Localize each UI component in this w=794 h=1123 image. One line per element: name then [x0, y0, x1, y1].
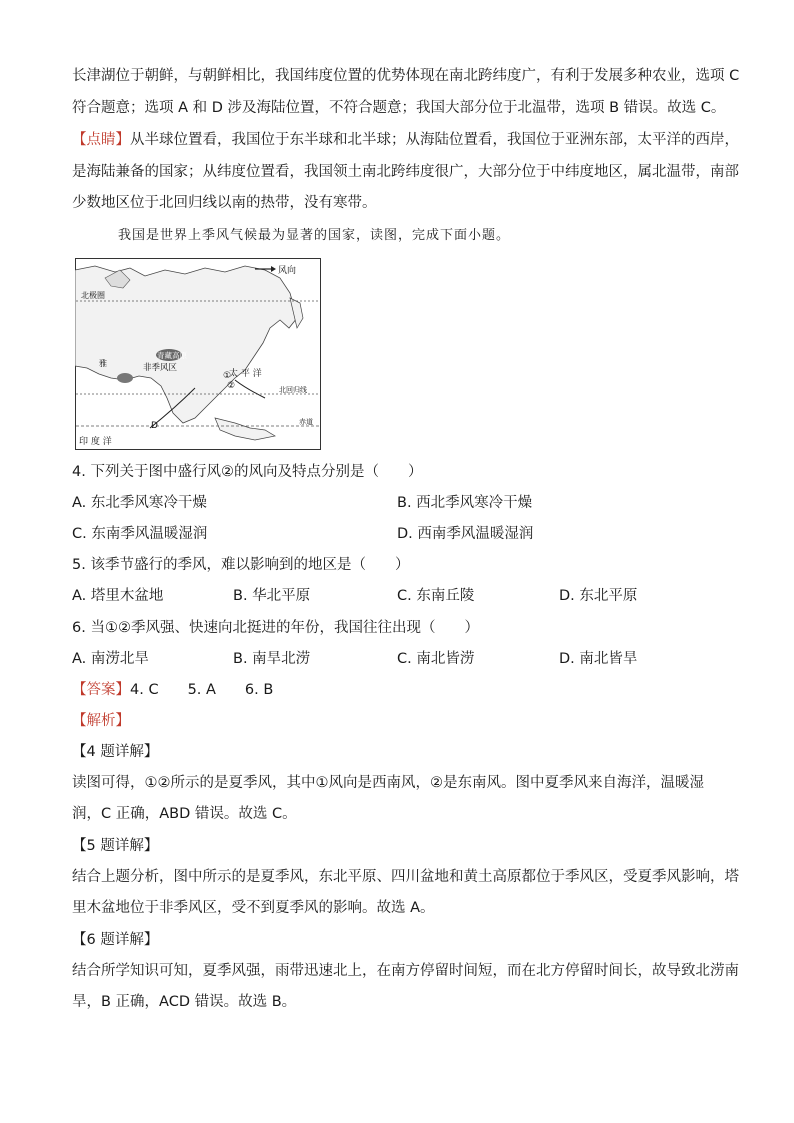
- detail-6-line-1: 结合所学知识可知，夏季风强，雨带迅速北上，在南方停留时间短，而在北方停留时间长，故导致北涝南: [72, 963, 739, 979]
- detail-5-line-1: 结合上题分析，图中所示的是夏季风，东北平原、四川盆地和黄土高原都位于季风区，受夏季风影响，塔: [72, 869, 739, 885]
- arctic-circle-label: 北极圈: [81, 291, 105, 300]
- q5-option-c: C. 东南丘陵: [397, 588, 475, 604]
- legend-wind-label: 风向: [278, 266, 297, 276]
- prev-line-2: 符合题意；选项 A 和 D 涉及海陆位置，不符合题意；我国大部分位于北温带，选项 B 错误。故选 C。: [72, 100, 726, 116]
- prev-line-5: 少数地区位于北回归线以南的热带，没有寒带。: [72, 195, 377, 211]
- non-monsoon-marker: [117, 373, 133, 383]
- detail-4-line-2: 润，C 正确，ABD 错误。故选 C。: [72, 806, 297, 822]
- monsoon-map: [75, 258, 321, 450]
- plateau-label: 青藏高原: [157, 351, 187, 360]
- q4-option-c: C. 东南季风温暖湿润: [72, 526, 208, 542]
- answer-tag: 【答案】: [72, 682, 130, 698]
- q6-option-b: B. 南旱北涝: [233, 651, 311, 667]
- question-6-stem: 6. 当①②季风强、快速向北挺进的年份，我国往往出现（ ）: [72, 620, 479, 636]
- q4-option-d: D. 西南季风温暖湿润: [397, 526, 534, 542]
- tropic-label: 北回归线: [279, 386, 307, 394]
- dianjing-line: [72, 130, 739, 150]
- detail-6-line-2: 旱，B 正确，ACD 错误。故选 B。: [72, 994, 297, 1010]
- q6-option-c: C. 南北皆涝: [397, 651, 475, 667]
- detail-4-line-1: 读图可得，①②所示的是夏季风，其中①风向是西南风，②是东南风。图中夏季风来自海洋，温暖湿: [72, 775, 704, 791]
- pacific-label: 太 平 洋: [229, 369, 262, 379]
- q5-option-d: D. 东北平原: [559, 588, 638, 604]
- ui-label: 雅: [99, 359, 107, 368]
- q4-option-b: B. 西北季风寒冷干燥: [397, 495, 533, 511]
- q5-option-b: B. 华北平原: [233, 588, 311, 604]
- question-4-stem: 4. 下列关于图中盛行风②的风向及特点分别是（ ）: [72, 464, 423, 480]
- dianjing-tag: 【点睛】: [72, 132, 130, 148]
- q6-option-d: D. 南北皆旱: [559, 651, 638, 667]
- question-5-stem: 5. 该季节盛行的季风，难以影响到的地区是（ ）: [72, 557, 410, 573]
- q5-option-a: A. 塔里木盆地: [72, 588, 164, 604]
- analysis-tag: 【解析】: [72, 713, 130, 729]
- detail-5-title: 【5 题详解】: [72, 838, 159, 854]
- q6-option-a: A. 南涝北旱: [72, 651, 149, 667]
- detail-6-title: 【6 题详解】: [72, 932, 159, 948]
- prev-line-4: 是海陆兼备的国家；从纬度位置看，我国领土南北跨纬度很广，大部分位于中纬度地区，属北温带，南部: [72, 164, 739, 180]
- indian-ocean-label: 印 度 洋: [79, 437, 112, 447]
- map-intro: 我国是世界上季风气候最为显著的国家，读图，完成下面小题。: [118, 228, 511, 243]
- prev-line-3: 从半球位置看，我国位于东半球和北半球；从海陆位置看，我国位于亚洲东部，太平洋的西岸，: [130, 132, 739, 148]
- answer-text: 4. C 5. A 6. B: [130, 682, 274, 698]
- wind-marker-d: D: [151, 421, 158, 431]
- non-monsoon-label: 非季风区: [143, 363, 178, 373]
- equator-label: 赤道: [299, 418, 313, 426]
- wind-marker-2: ②: [227, 381, 236, 391]
- prev-line-1: 长津湖位于朝鲜，与朝鲜相比，我国纬度位置的优势体现在南北跨纬度广，有利于发展多种农业，选项 C: [72, 68, 740, 84]
- detail-5-line-2: 里木盆地位于非季风区，受不到夏季风的影响。故选 A。: [72, 900, 435, 916]
- detail-4-title: 【4 题详解】: [72, 744, 159, 760]
- wind-marker-1: ①: [223, 371, 232, 381]
- q4-option-a: A. 东北季风寒冷干燥: [72, 495, 207, 511]
- answer-line: [72, 680, 273, 700]
